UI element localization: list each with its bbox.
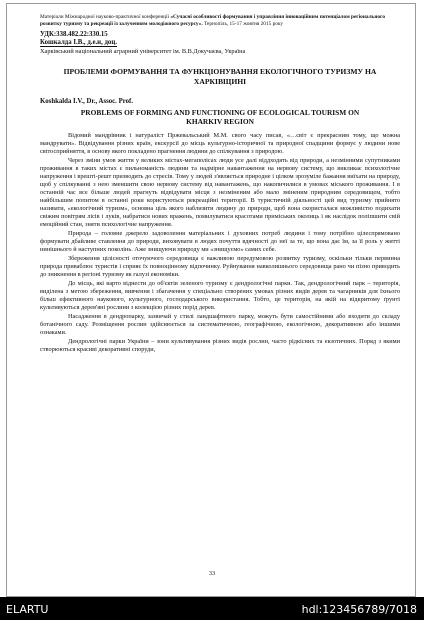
paragraph: Збереження цілісності оточуючого середовища є важливою передумовою розвитку туризму, оскільки тільки первинна природа приваблює туристів і сприяє їх повноцінному відпочинку. Руйнування навколишнього середовища рано чи пізно приводить до зникнення в регіоні туризму як галузі економіки. <box>40 255 400 279</box>
article-body <box>40 132 400 354</box>
repository-name: ELARTU <box>6 603 49 616</box>
repository-footer-bar <box>0 597 424 620</box>
page-frame <box>6 3 416 597</box>
conference-place-date: Тернопіль, 15-17 жовтня 2015 року <box>203 20 284 27</box>
author-ua <box>40 39 400 47</box>
title-en: PROBLEMS OF FORMING AND FUNCTIONING OF ECOLOGICAL TOURISM ON KHARKIV REGION <box>80 107 360 127</box>
paragraph: Відомий мандрівник і натураліст Пржевальський М.М. свого часу писав, «…світ є прекрасним тому, що можна мандрувати». Відвідування різних країн, екскурсії до місць культурно-історичної та природної спадщини формує у людини нове світосприйняття, в основу якого покладено прагнення людини до спілкування з природою. <box>40 132 400 156</box>
udc-code: УДК:338.482.22:330.15 <box>40 30 108 38</box>
author-ua-text: Кошкалда І.В., д.е.н, доц. <box>40 39 117 47</box>
title-ua: ПРОБЛЕМИ ФОРМУВАННЯ ТА ФУНКЦІОНУВАННЯ ЕКОЛОГІЧНОГО ТУРИЗМУ НА ХАРКІВЩИНІ <box>63 67 377 86</box>
paragraph: До місць, які варто віднести до об'єктів зеленого туризму є дендрологічні парки. Так, дендрологічний парк – територія, виділена з метою збереження, вивчення і збагачення у спеціально створених умовах різних видів дерев та чагарників для їхнього більш ефективного наукового, культурного, господарського використання. Тобто, це територія, на якій на відкритому ґрунті культивуються дерев'яні рослини з колекцією різних порід дерев. <box>40 280 400 311</box>
paragraph: Дендрологічні парки України – зони культивування різних видів рослин, часто рідкісних та екзотичних. Поряд з якими створюються красиві декоративні споруди, <box>40 337 400 353</box>
conference-title: «Сучасні особливості формування і управління інноваційним потенціалом регіонального розвитку туризму та рекреації із залученням молодіжного ресурсу». <box>40 14 385 27</box>
affiliation: Харківський національний аграрний університет ім. В.В.Докучаєва, Україна <box>40 47 246 55</box>
handle-identifier: hdl:123456789/7018 <box>301 603 417 616</box>
author-en: Koshkalda I.V., Dr., Assoc. Prof. <box>40 98 133 106</box>
conference-header <box>40 14 400 28</box>
page-number: 33 <box>208 570 216 577</box>
paragraph: Природа – головне джерело задоволення матеріальних і духовних потреб людини і тому потрібно цілеспрямовано формувати дбайливе ставлення до природи, виховувати в людях почуття вдячності до неї за те, що вона дає їм, за її роль у житті нинішнього й наступних поколінь. Аже знищуючи природу ми «знищуємо» самих себе. <box>40 230 400 254</box>
page-content <box>40 14 400 354</box>
paragraph: Через зміни умов життя у великих містах-мегаполісах люди усе далі віддходять від природи, а незмінними супутниками проживання в таких містах є пильноманість людини та надмірне навантаження на нервову систему, що викликає психологічне напруження і врешті-решт призводить до стресів. Тому у людей з'являється природне і цілком зрозуміле бажання виїхати на природу, щоб у спілкуванні з нею зменшити свою нервову систему від навантажень, що накопичилися в умовах міського проживання. І в останній час все більше людей прагнуть відвідувати місця з незміненим або мало зміненим природним середовищем, тобто найбільшим попитом в останні роки користуються рекреаційні території. В туристичній діяльності цей вид туризму прийнято називати, «екологічний туризм», основна ціль якого наблизити людину до природи, щоб вона скористалася можливістю подихати свіжим повітрям лісів і луків, набратися нових вражень, помилуватися красотами приміських околиць і як наслідок поліпшити свій емоційний стан, зняти психологічне напруження. <box>40 157 400 229</box>
conference-prefix: Матеріали Міжнародної науково-практичної конференції <box>40 14 170 20</box>
paragraph: Насадження в дендропарку, зазвичай у стилі ландшафтного парку, можуть бути самостійними або входити до складу ботанічного саду. Розміщення рослин здійснюється за систематичною, географічною, екологічною, декоративною або іншими ознаками. <box>40 312 400 336</box>
